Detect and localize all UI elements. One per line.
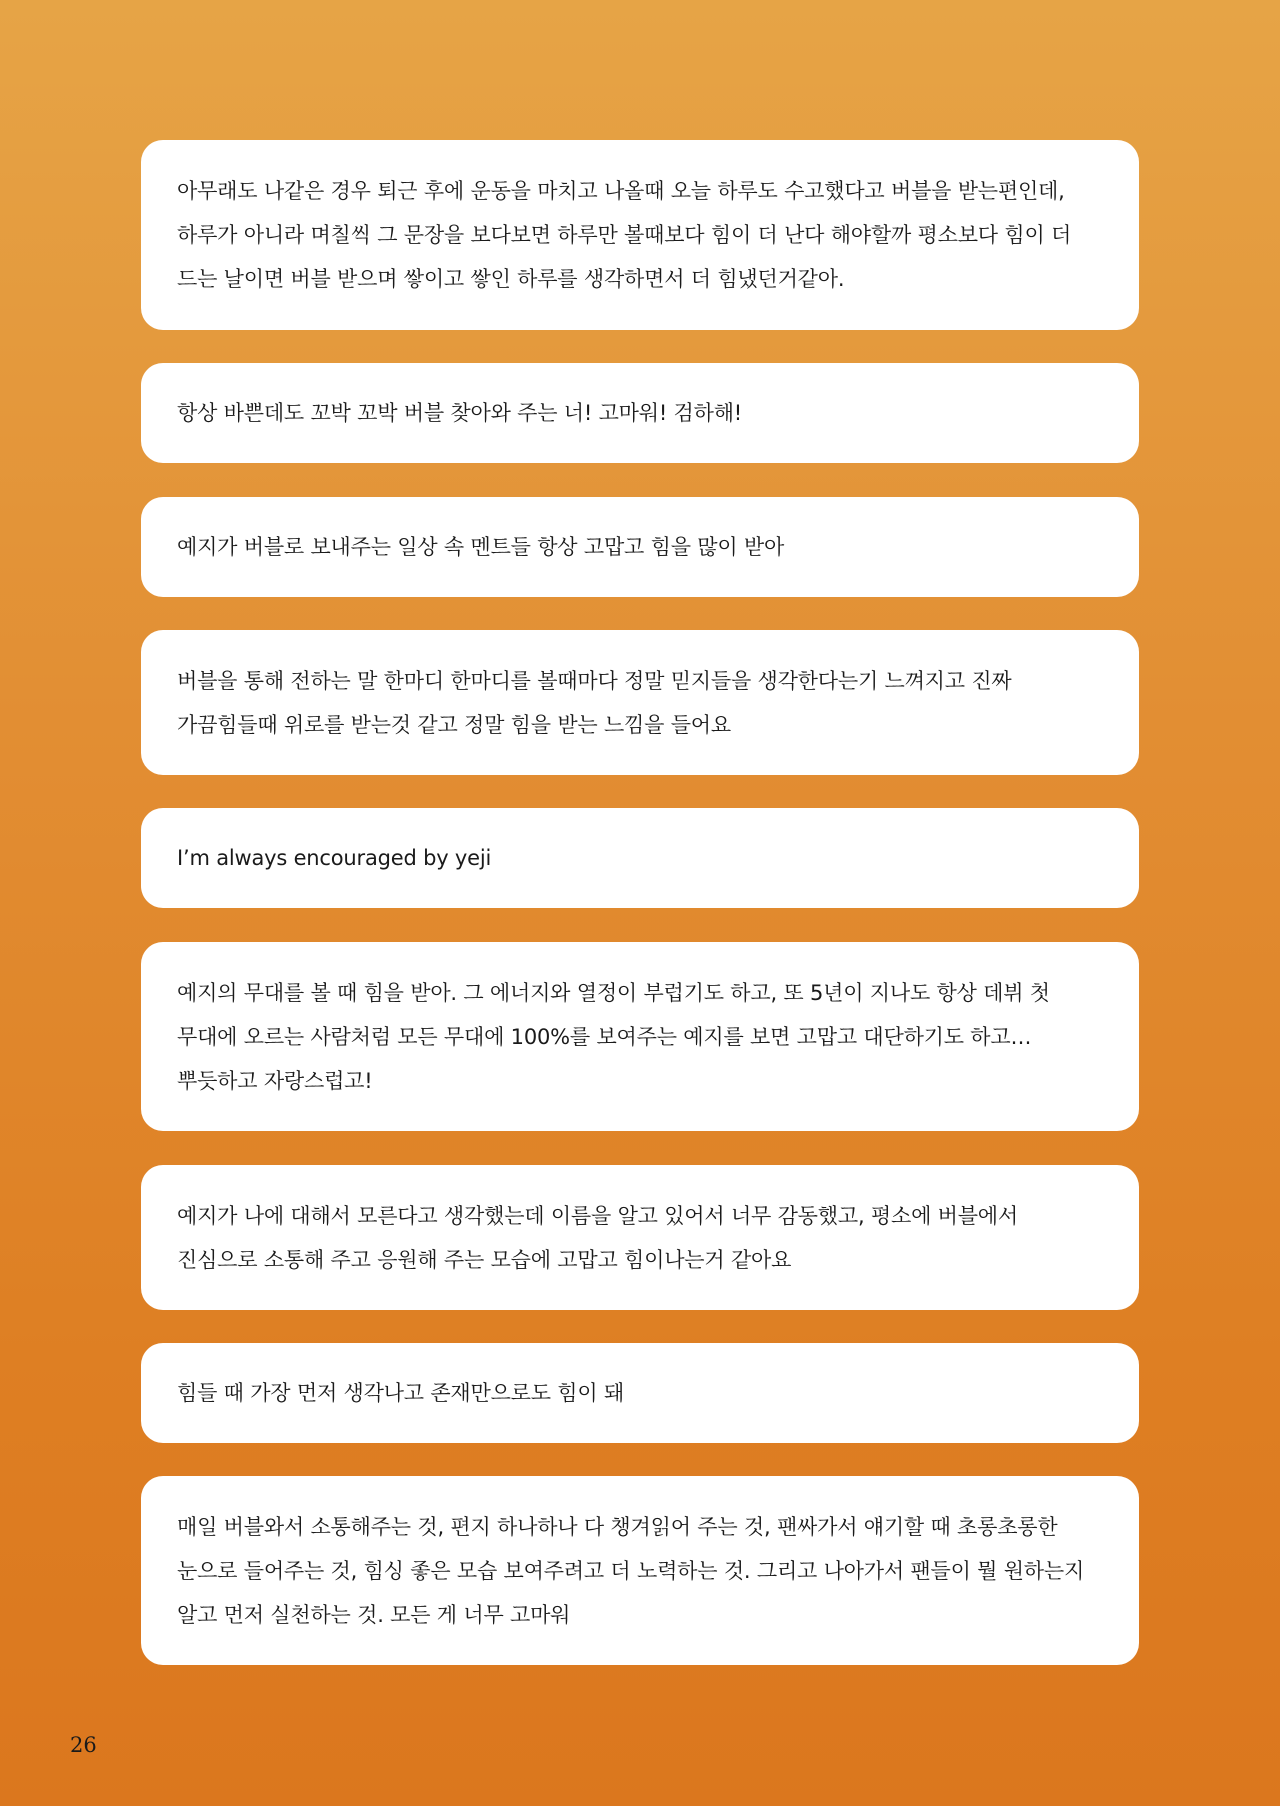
- message-text-2: 항상 바쁜데도 꼬박 꼬박 버블 찾아와 주는 너! 고마워! 검하해!: [177, 401, 742, 425]
- message-card-6: [141, 942, 1139, 1131]
- message-card-9: [141, 1476, 1139, 1665]
- message-card-3: [141, 497, 1139, 597]
- message-card-2: [141, 363, 1139, 463]
- message-card-4: [141, 630, 1139, 775]
- page-number: 26: [70, 1733, 97, 1757]
- message-card-7: [141, 1165, 1139, 1310]
- message-text-5: I’m always encouraged by yeji: [177, 846, 492, 870]
- message-text-6: 예지의 무대를 볼 때 힘을 받아. 그 에너지와 열정이 부럽기도 하고, 또 5년이 지나도 항상 데뷔 첫 무대에 오르는 사람처럼 모든 무대에 100%를 보여주는 예지를 보면 고맙고 대단하기도 하고…뿌듯하고 자랑스럽고!: [177, 980, 1050, 1093]
- message-text-7: 예지가 나에 대해서 모른다고 생각했는데 이름을 알고 있어서 너무 감동했고, 평소에 버블에서 진심으로 소통해 주고 응원해 주는 모습에 고맙고 힘이나는거 같아요: [177, 1203, 1018, 1272]
- message-text-8: 힘들 때 가장 먼저 생각나고 존재만으로도 힘이 돼: [177, 1381, 625, 1405]
- message-card-8: [141, 1343, 1139, 1443]
- message-text-1: 아무래도 나같은 경우 퇴근 후에 운동을 마치고 나올때 오늘 하루도 수고했다고 버블을 받는편인데, 하루가 아니라 며칠씩 그 문장을 보다보면 하루만 볼때보다 힘이 더 난다 해야할까 평소보다 힘이 더 드는 날이면 버블 받으며 쌓이고 쌓인 하루를 생각하면서 더 힘냈던거같아.: [177, 179, 1072, 291]
- message-card-5: [141, 808, 1139, 908]
- message-text-3: 예지가 버블로 보내주는 일상 속 멘트들 항상 고맙고 힘을 많이 받아: [177, 535, 785, 559]
- message-card-1: [141, 140, 1139, 330]
- message-text-9: 매일 버블와서 소통해주는 것, 편지 하나하나 다 챙겨읽어 주는 것, 팬싸가서 얘기할 때 초롱초롱한 눈으로 들어주는 것, 힘싱 좋은 모습 보여주려고 더 노력하는 것. 그리고 나아가서 팬들이 뭘 원하는지 알고 먼저 실천하는 것. 모든 게 너무 고마워: [177, 1514, 1085, 1627]
- message-text-4: 버블을 통해 전하는 말 한마디 한마디를 볼때마다 정말 믿지들을 생각한다는기 느껴지고 진짜 가끔힘들때 위로를 받는것 같고 정말 힘을 받는 느낌을 들어요: [177, 668, 1012, 737]
